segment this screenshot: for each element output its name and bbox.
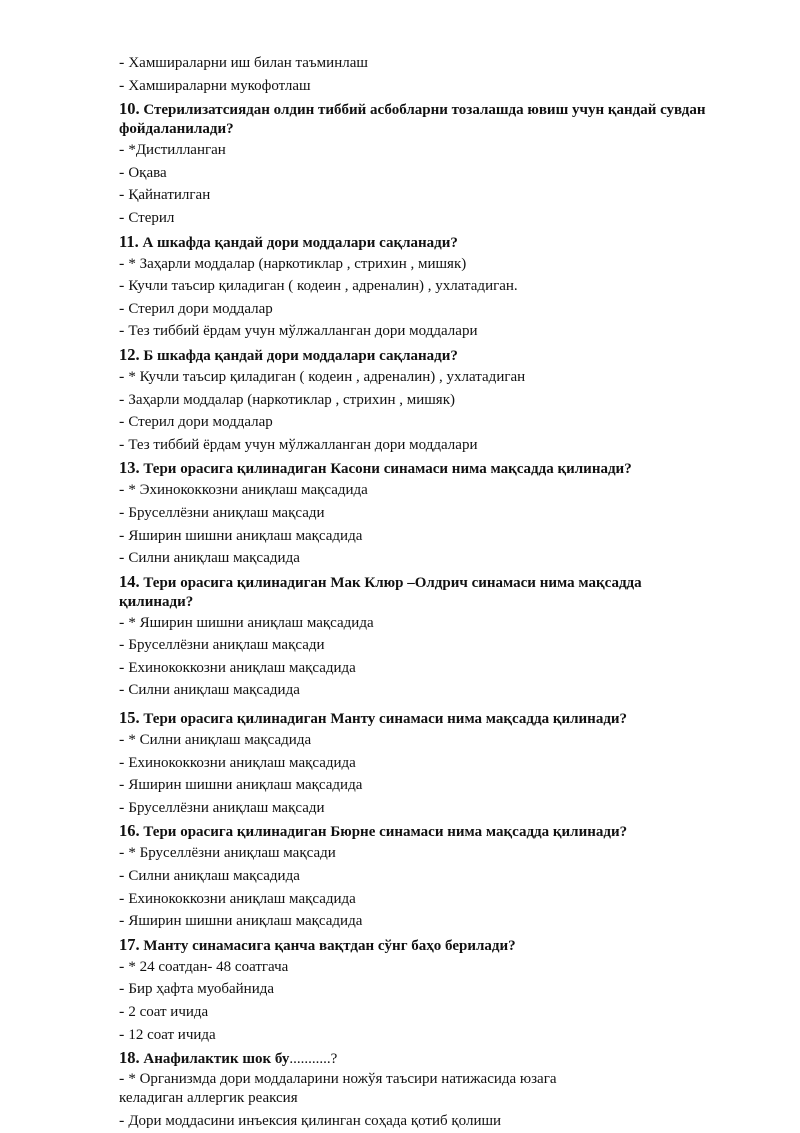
question-12: 12. Б шкафда қандай дори моддалари сақланади? — [119, 344, 458, 364]
answer-option: - * Заҳарли моддалар (наркотиклар , стрихин , мишяк) — [119, 254, 467, 272]
answer-option: - Дори моддасини инъексия қилинган соҳада қотиб қолиши — [119, 1112, 502, 1130]
answer-option: - Стерил дори моддалар — [119, 413, 273, 431]
answer-option: - Стерил — [119, 208, 175, 226]
question-18: 18. Анафилактик шок бу...........? — [119, 1048, 338, 1068]
answer-option: - 2 соат ичида — [119, 1003, 209, 1020]
question-14: 14. Тери орасига қилинадиган Мак Клюр –Олдрич синамаси нима мақсадда қилинади? — [119, 571, 642, 610]
answer-option: - * Силни аниқлаш мақсадида — [119, 731, 312, 749]
answer-option: - Бруселлёзни аниқлаш мақсади — [119, 503, 325, 521]
question-15: 15. Тери орасига қилинадиган Манту синамаси нима мақсадда қилинади? — [119, 708, 628, 728]
answer-option: - Яширин шишни аниқлаш мақсадида — [119, 526, 363, 544]
answer-option: - *Дистилланган — [119, 141, 226, 159]
answer-option: - Тез тиббий ёрдам учун мўлжалланган дори моддалари — [119, 322, 478, 340]
question-16: 16. Тери орасига қилинадиган Бюрне синамаси нима мақсадда қилинади? — [119, 821, 628, 841]
answer-option: - Силни аниқлаш мақсадида — [119, 681, 300, 699]
question-17: 17. Манту синамасига қанча вақтдан сўнг баҳо берилади? — [119, 934, 516, 954]
answer-option: - Хамшираларни мукофотлаш — [119, 76, 311, 94]
answer-option: - * Организмда дори моддаларини ножўя таъсири натижасида юзага келадиган аллергик реаксия — [119, 1070, 557, 1107]
answer-option: - Ехинококкозни аниқлаш мақсадида — [119, 658, 356, 676]
answer-option: - * 24 соатдан- 48 соатгача — [119, 957, 289, 975]
answer-option: - Стерил дори моддалар — [119, 299, 273, 317]
question-13: 13. Тери орасига қилинадиган Касони синамаси нима мақсадда қилинади? — [119, 458, 632, 478]
answer-option: - Силни аниқлаш мақсадида — [119, 867, 300, 885]
answer-option: - Ехинококкозни аниқлаш мақсадида — [119, 753, 356, 771]
answer-option: - Бруселлёзни аниқлаш мақсади — [119, 636, 325, 654]
answer-option: - Оқава — [119, 163, 167, 181]
answer-option: - Силни аниқлаш мақсадида — [119, 549, 300, 567]
answer-option: - Тез тиббий ёрдам учун мўлжалланган дори моддалари — [119, 435, 478, 453]
answer-option: - * Бруселлёзни аниқлаш мақсади — [119, 844, 336, 862]
document-content — [119, 52, 719, 1133]
answer-option: - 12 соат ичида — [119, 1025, 216, 1043]
answer-option: - Кучли таъсир қиладиган ( кодеин , адреналин) , ухлатадиган. — [119, 277, 518, 295]
answer-option: - Бруселлёзни аниқлаш мақсади — [119, 798, 325, 816]
answer-option: - Яширин шишни аниқлаш мақсадида — [119, 776, 363, 794]
question-10: 10. Стерилизатсиядан олдин тиббий асбобларни тозалашда ювиш учун қандай сувдан фойдаланилади? — [119, 99, 706, 138]
answer-option: - Бир ҳафта муобайнида — [119, 980, 275, 998]
answer-option: - Қайнатилган — [119, 186, 211, 204]
answer-option: - * Яширин шишни аниқлаш мақсадида — [119, 613, 374, 631]
answer-option: - * Эхинококкозни аниқлаш мақсадида — [119, 481, 368, 499]
answer-option: - Яширин шишни аниқлаш мақсадида — [119, 912, 363, 930]
answer-option: - * Кучли таъсир қиладиган ( кодеин , адреналин) , ухлатадиган — [119, 367, 526, 385]
answer-option: - Заҳарли моддалар (наркотиклар , стрихин , мишяк) — [119, 390, 455, 408]
answer-option: - Ехинококкозни аниқлаш мақсадида — [119, 889, 356, 907]
question-11: 11. А шкафда қандай дори моддалари сақланади? — [119, 231, 458, 251]
answer-option: - Хамшираларни иш билан таъминлаш — [119, 54, 368, 71]
